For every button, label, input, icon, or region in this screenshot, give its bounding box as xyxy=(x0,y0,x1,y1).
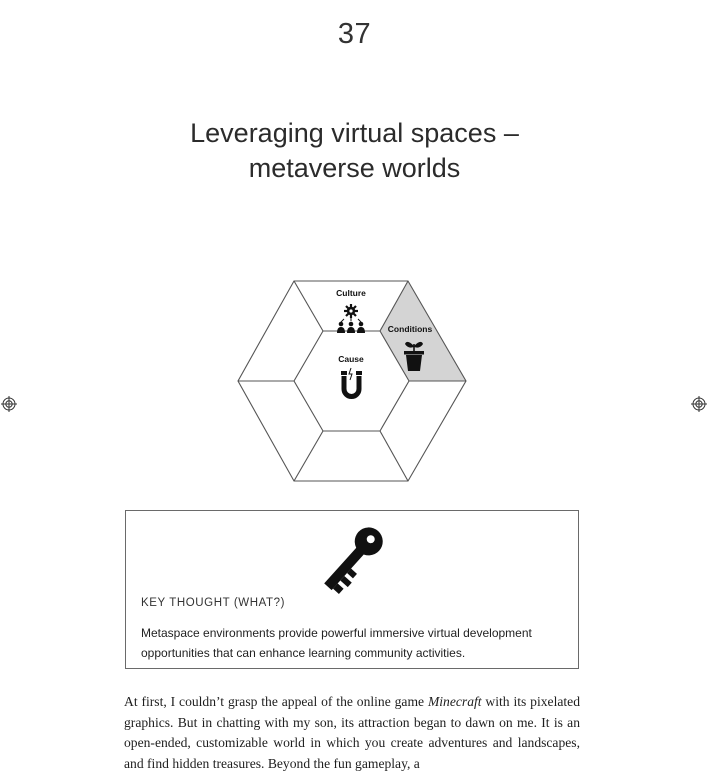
cause-label: Cause xyxy=(338,354,364,364)
culture-label: Culture xyxy=(336,288,366,298)
body-text-rest: with its pixelated graphics. But in chatting with my son, its attraction began to dawn on me. It is an open-ended, customizable world in which you create adventures and landscapes, and find hidden treasures. Beyond the fun gameplay, a xyxy=(124,694,580,771)
people-gear-icon xyxy=(337,304,365,333)
registration-mark-icon xyxy=(691,396,707,412)
magnet-icon xyxy=(341,368,362,397)
key-thought-heading: KEY THOUGHT (WHAT?) xyxy=(141,597,286,609)
body-text-start: At first, I couldn’t grasp the appeal of the online game xyxy=(124,694,428,709)
registration-mark-icon xyxy=(1,396,17,412)
hexagon-diagram xyxy=(236,278,468,484)
chapter-title-line-1: Leveraging virtual spaces – xyxy=(190,118,519,148)
game-title: Minecraft xyxy=(427,694,482,709)
key-thought-box xyxy=(125,510,579,669)
key-icon xyxy=(314,521,390,599)
key-thought-text: Metaspace environments provide powerful immersive virtual development opportunities that can enhance learning community activities. xyxy=(141,626,532,660)
body-paragraph xyxy=(124,692,580,774)
chapter-title-line-2: metaverse worlds xyxy=(248,153,461,183)
page-number: 37 xyxy=(337,18,372,50)
chapter-title xyxy=(0,116,709,186)
conditions-label: Conditions xyxy=(387,324,433,334)
